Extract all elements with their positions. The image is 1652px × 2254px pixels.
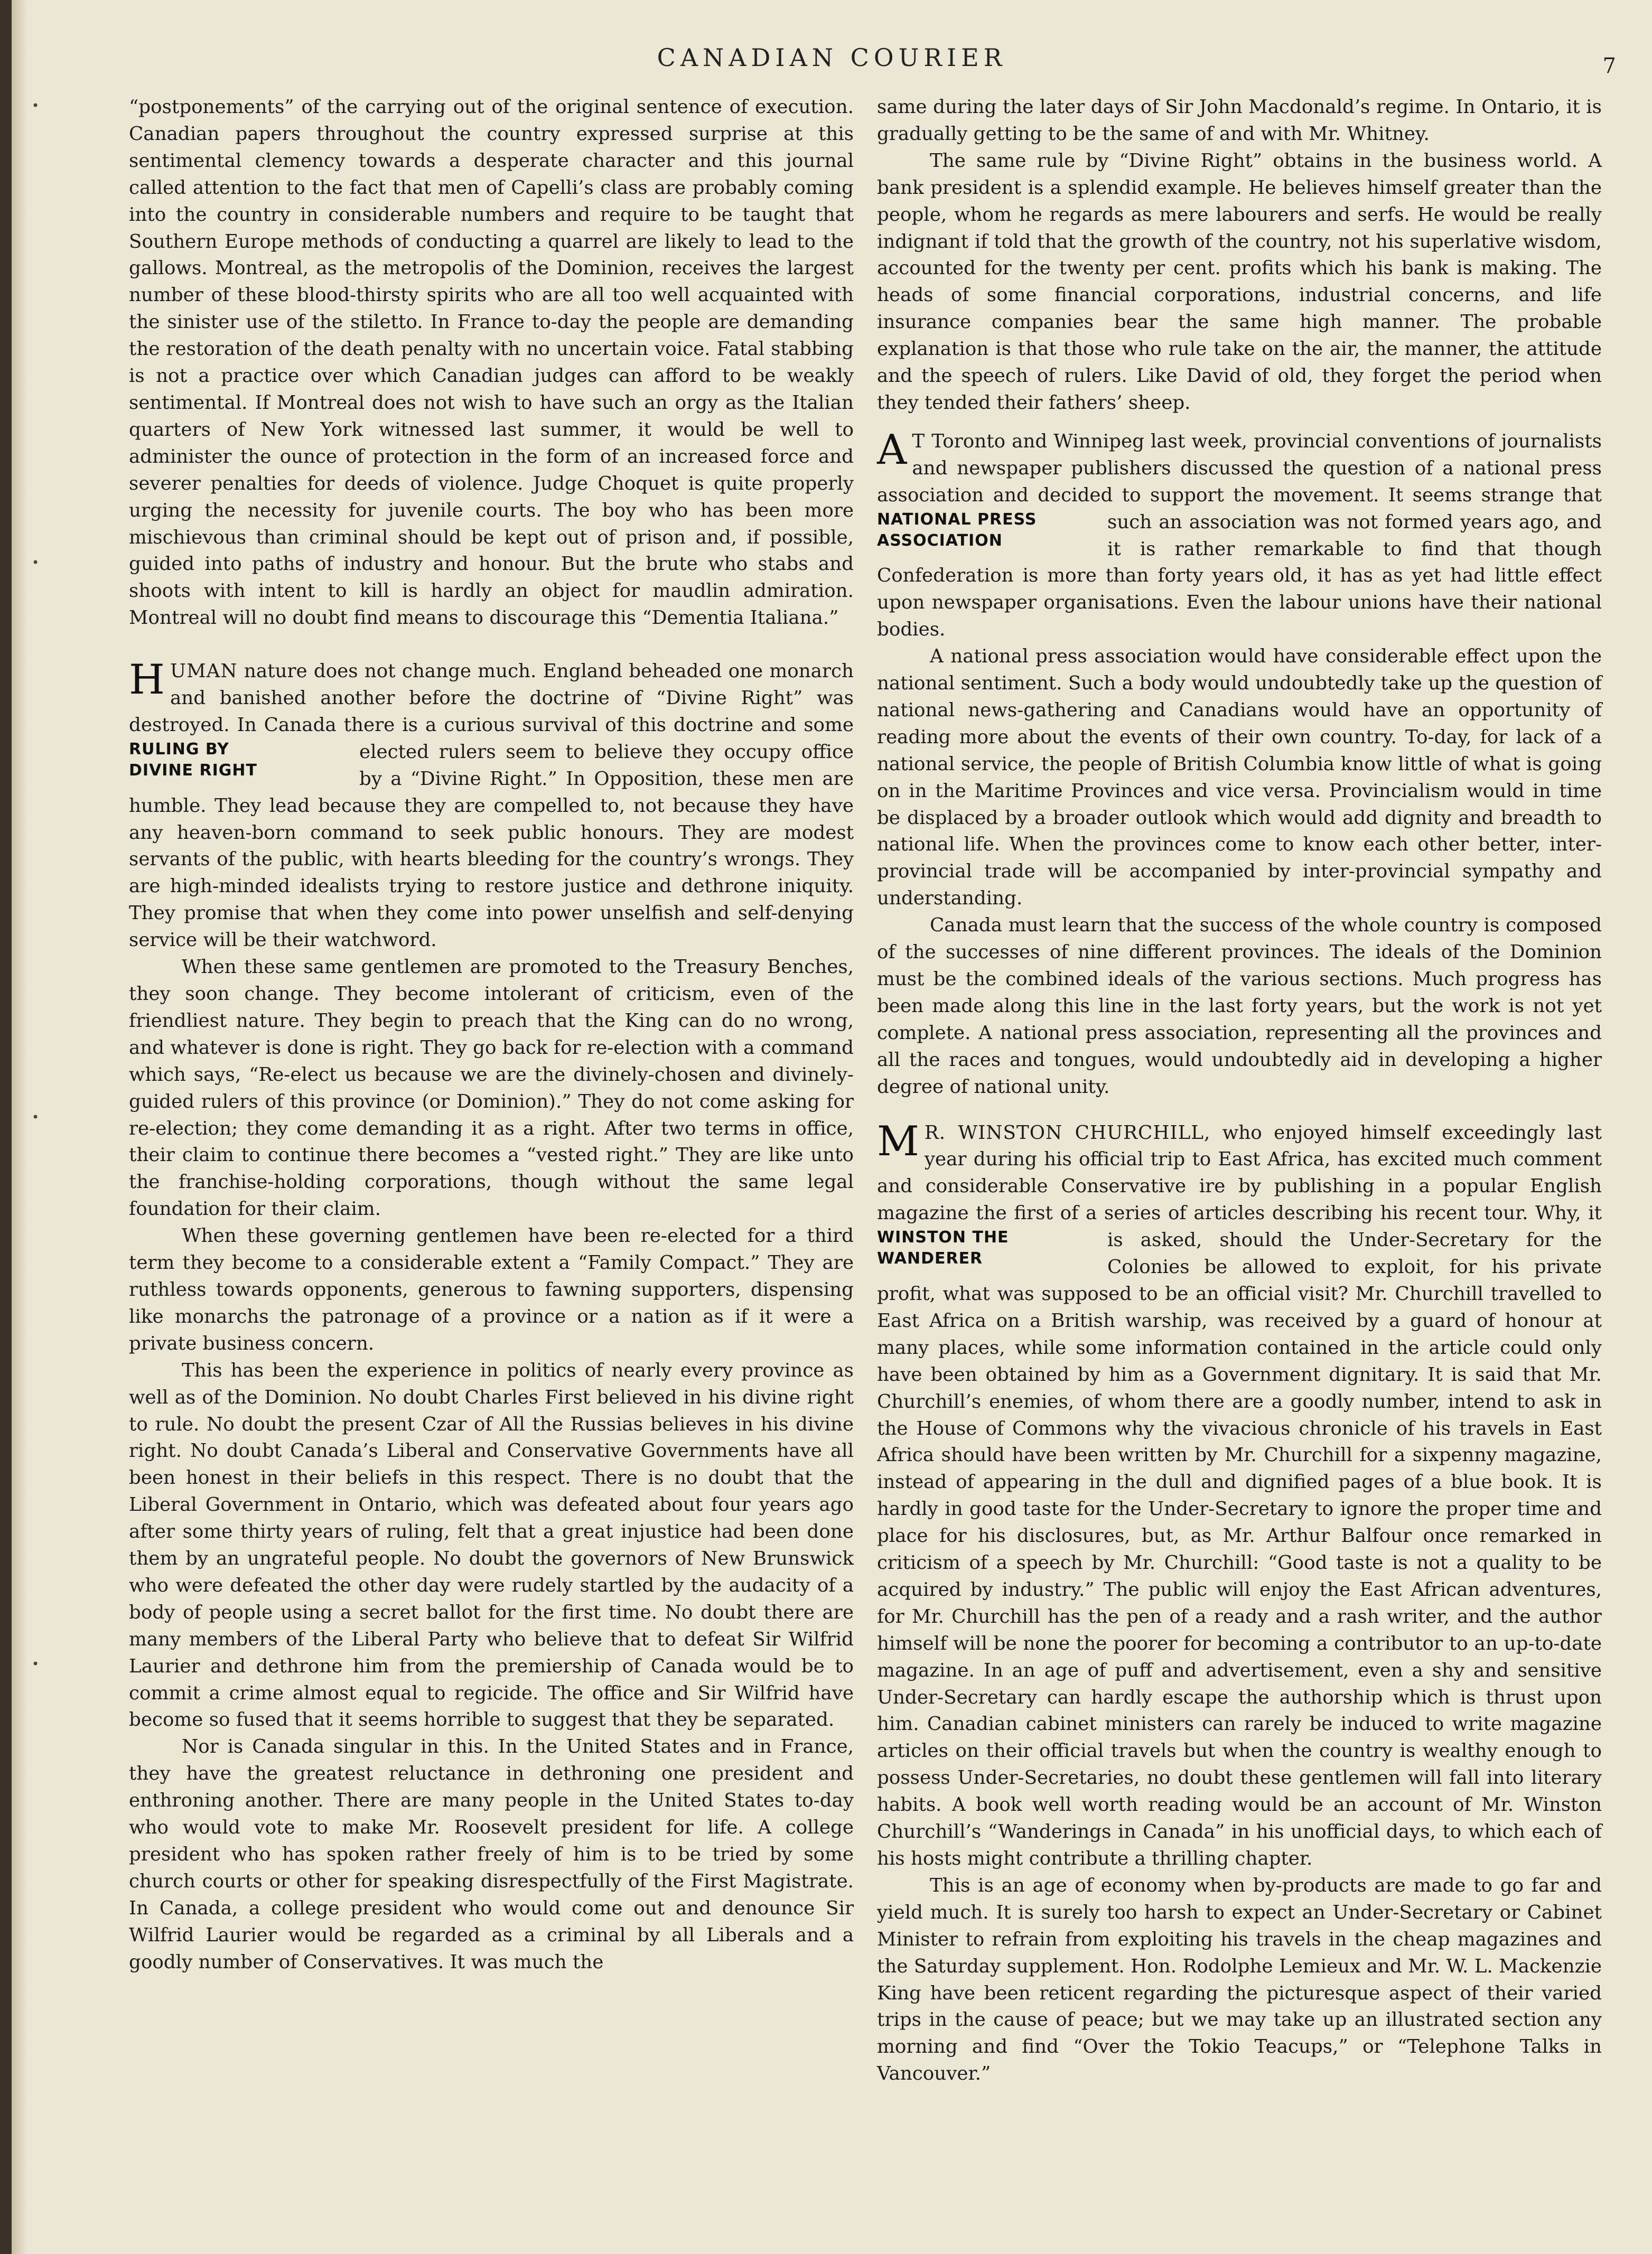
side-heading: NATIONAL PRESS ASSOCIATION	[877, 510, 1037, 550]
article-national-press-association	[877, 428, 1602, 1101]
drop-cap: M	[877, 1117, 919, 1165]
article-paragraph: This is an age of economy when by-products are made to go far and yield much. It is surely too harsh to expect an Under-Secretary or Cabinet Minister to refrain from exploiting his travels in the cheap magazines and the Saturday supplement. Hon. Rodolphe Lemieux and Mr. W. L. Mackenzie King have been reticent regarding the picturesque aspect of their varied trips in the cause of peace; but we may take up an illustrated section any morning and find “Over the Tokio Teacups,” or “Telephone Talks in Vancouver.”	[877, 1874, 1602, 2085]
drop-cap: A	[877, 426, 907, 474]
article-opening	[877, 428, 1602, 643]
lead-in-caps: UMAN	[170, 660, 238, 682]
masthead: CANADIAN COURIER	[657, 43, 1007, 72]
margin-mark: •	[32, 555, 40, 570]
opening-text-a: Toronto and Winnipeg last week, provincial conventions of journalists and newspaper publishers discussed the question of a national press association and decided to support the movement. It seems strange that such an association was not formed years ago,	[877, 430, 1602, 533]
margin-mark: •	[32, 98, 40, 113]
article-paragraph: A national press association would have considerable effect upon the national sentiment. Such a body would undoubtedly take up the question of national news-gathering and Canadians would have an opportunity of reading more about the events of their own country. To-day, for lack of a national service, the people of British Columbia know little of what is going on in the Maritime Provinces and vice versa. Provincialism would in time be displaced by a broader outlook which would add dignity and breadth to national life. When the provinces come to know each other better, inter-provincial trade will be accompanied by inter-provincial sympathy and understanding.	[877, 646, 1602, 910]
page-spine-shadow	[12, 0, 27, 2254]
article-paragraph: When these governing gentlemen have been re-elected for a third term they become to a considerable extent a “Family Compact.” They are ruthless towards opponents, generous to fawning supporters, dispensing like monarchs the patronage of a province or a nation as if it were a private business concern.	[129, 1225, 854, 1354]
side-heading: WINSTON THE WANDERER	[877, 1228, 1009, 1268]
opening-text-b: by a “Divine Right.” In Opposition, these men are humble. They lead because they are compelled to, not because they have any heaven-born command to seek public honours. They are modest servants of the public, with hearts bleeding for the country’s wrongs. They are high-minded idealists trying to restore justice and dethrone iniquity. They promise that when they come into power unselfish and self-denying service will be their watchword.	[129, 768, 854, 951]
lead-in-caps: R. WINSTON CHURCHILL,	[924, 1121, 1211, 1144]
side-heading: RULING BY DIVINE RIGHT	[129, 740, 257, 780]
article-ruling-by-divine-right	[129, 658, 854, 1976]
left-column	[129, 94, 854, 1976]
article-paragraph: “postponements” of the carrying out of the original sentence of execution. Canadian papers throughout the country expressed surprise at this sentimental clemency towards a desperate character and this journal called attention to the fact that men of Capelli’s class are probably coming into the country in considerable numbers and require to be taught that Southern Europe methods of conducting a quarrel are likely to lead to the gallows. Montreal, as the metropolis of the Dominion, receives the largest number of these blood-thirsty spirits who are all too well acquainted with the sinister use of the stiletto. In France to-day the people are demanding the restoration of the death penalty with no uncertain voice. Fatal stabbing is not a practice over which Canadian judges can afford to be weakly sentimental. If Montreal does not wish to have such an orgy as the Italian quarters of New York witnessed last summer, it would be well to administer the ounce of protection in the form of an increased force and severer penalties for deeds of violence. Judge Choquet is quite properly urging the necessity for juvenile courts. The boy who has been more mischievous than criminal should be kept out of prison and, if possible, guided into paths of industry and honour. But the brute who stabs and shoots with intent to kill is hardly an object for maudlin admiration. Montreal will no doubt find means to discourage this “Dementia Italiana.”	[129, 96, 854, 629]
article-paragraph: same during the later days of Sir John Macdonald’s regime. In Ontario, it is gradually getting to be the same of and with Mr. Whitney.	[877, 96, 1602, 145]
article-paragraph: When these same gentlemen are promoted to the Treasury Benches, they soon change. They become intolerant of criticism, even of the friendliest nature. They begin to preach that the King can do no wrong, and whatever is done is right. They go back for re-election with a command which says, “Re-elect us because we are the divinely-chosen and divinely-guided rulers of this province (or Dominion).” They do not come asking for re-election; they come demanding it as a right. After two terms in office, their claim to continue there becomes a “vested right.” They are like unto the franchise-holding corporations, though without the same legal foundation for their claim.	[129, 956, 854, 1220]
article-opening	[877, 1117, 1602, 1873]
article-winston-the-wanderer	[877, 1117, 1602, 2088]
opening-text-a: nature does not change much. England beheaded one monarch and banished another before the doctrine of “Divine Right” was destroyed. In Canada there is a curious survival of this doctrine and some elected rulers seem to believe they occupy office	[129, 660, 854, 763]
right-column	[877, 94, 1602, 2088]
margin-mark: •	[32, 1110, 40, 1125]
page-number: 7	[1602, 54, 1616, 78]
article-paragraph: This has been the experience in politics of nearly every province as well as of the Dominion. No doubt Charles First believed in his divine right to rule. No doubt the present Czar of All the Russias believes in his divine right. No doubt Canada’s Liberal and Conservative Governments have all been honest in their beliefs in this respect. There is no doubt that the Liberal Government in Ontario, which was defeated about four years ago after some thirty years of ruling, felt that a great injustice had been done them by an ungrateful people. No doubt the governors of New Brunswick who were defeated the other day were rudely startled by the audacity of a body of people using a secret ballot for the first time. No doubt there are many members of the Liberal Party who believe that to defeat Sir Wilfrid Laurier and dethrone him from the premiership of Canada would be to commit a crime almost equal to regicide. The office and Sir Wilfrid have become so fused that it seems horrible to suggest that they be separated.	[129, 1359, 854, 1731]
opening-text-b: tour. Why, it is asked, should the Under-Secretary for the Colonies be allowed to exploit, for his private profit, what was supposed to be an official visit? Mr. Churchill travelled to East Africa on a British warship, was received by a guard of honour at many places, while some information contained in the article could only have been obtained by him as a Government dignitary. It is said that Mr. Churchill’s enemies, of whom there are a goodly number, intend to ask in the House of Commons why the vivacious chronicle of his travels in East Africa should have been written by Mr. Churchill for a sixpenny magazine, instead of appearing in the dull and dignified pages of a blue book. It is hardly in good taste for the Under-Secretary to ignore the proper time and place for his disclosures, but, as Mr. Arthur Balfour once remarked in criticism of a speech by Mr. Churchill: “Good taste is not a quality to be acquired by industry.” The public will enjoy the East African adventures, for Mr. Churchill has the pen of a ready and a rash writer, and the author himself will be none the poorer for becoming a contributor to an up-to-date magazine. In an age of puff and advertisement, even a shy and sensitive Under-Secretary can hardly escape the authorship which is thrust upon him. Canadian cabinet ministers can rarely be induced to write magazine articles on their official travels but when the country is wealthy enough to possess Under-Secretaries, no doubt these gentlemen will fall into literary habits. A book well worth reading would be an account of Mr. Winston Churchill’s “Wanderings in Canada” in his unofficial days, to which each of his hosts might contribute a thrilling chapter.	[877, 1202, 1602, 1869]
opening-text-b: and it is rather remarkable to find that though Confederation is more than forty years old, it has as yet had little effect upon newspaper organisations. Even the labour unions have their national bodies.	[877, 511, 1602, 641]
magazine-page	[12, 0, 1652, 2254]
article-paragraph: Nor is Canada singular in this. In the United States and in France, they have the greatest reluctance in dethroning one president and enthroning another. There are many people in the United States to-day who would vote to make Mr. Roosevelt president for life. A college president who has spoken rather freely of him is to be tried by some church courts or other for speaking disrespectfully of the First Magistrate. In Canada, a college president who would come out and denounce Sir Wilfrid Laurier would be regarded as a criminal by all Liberals and a goodly number of Conservatives. It was much the	[129, 1736, 854, 1973]
margin-mark: •	[32, 1657, 40, 1671]
opening-text-a: who enjoyed himself exceedingly last year during his official trip to East Africa, has excited much comment and considerable Conservative ire by publishing in a popular English magazine the first of a series of articles describing his recent	[877, 1121, 1602, 1224]
lead-in-caps: T	[912, 430, 926, 452]
article-paragraph: The same rule by “Divine Right” obtains in the business world. A bank president is a splendid example. He believes himself greater than the people, whom he regards as mere labourers and serfs. He would be really indignant if told that the growth of the country, not his superlative wisdom, accounted for the twenty per cent. profits which his bank is making. The heads of some financial corporations, industrial concerns, and life insurance companies bear the same high manner. The probable explanation is that those who rule take on the air, the manner, the attitude and the speech of rulers. Like David of old, they forget the period when they tended their fathers’ sheep.	[877, 149, 1602, 414]
article-opening	[129, 658, 854, 954]
article-paragraph: Canada must learn that the success of the whole country is composed of the successes of nine different provinces. The ideals of the Dominion must be the combined ideals of the various sections. Much progress has been made along this line in the last forty years, but the work is not yet complete. A national press association, representing all the provinces and all the races and tongues, would undoubtedly aid in developing a higher degree of national unity.	[877, 914, 1602, 1098]
drop-cap: H	[129, 656, 165, 704]
